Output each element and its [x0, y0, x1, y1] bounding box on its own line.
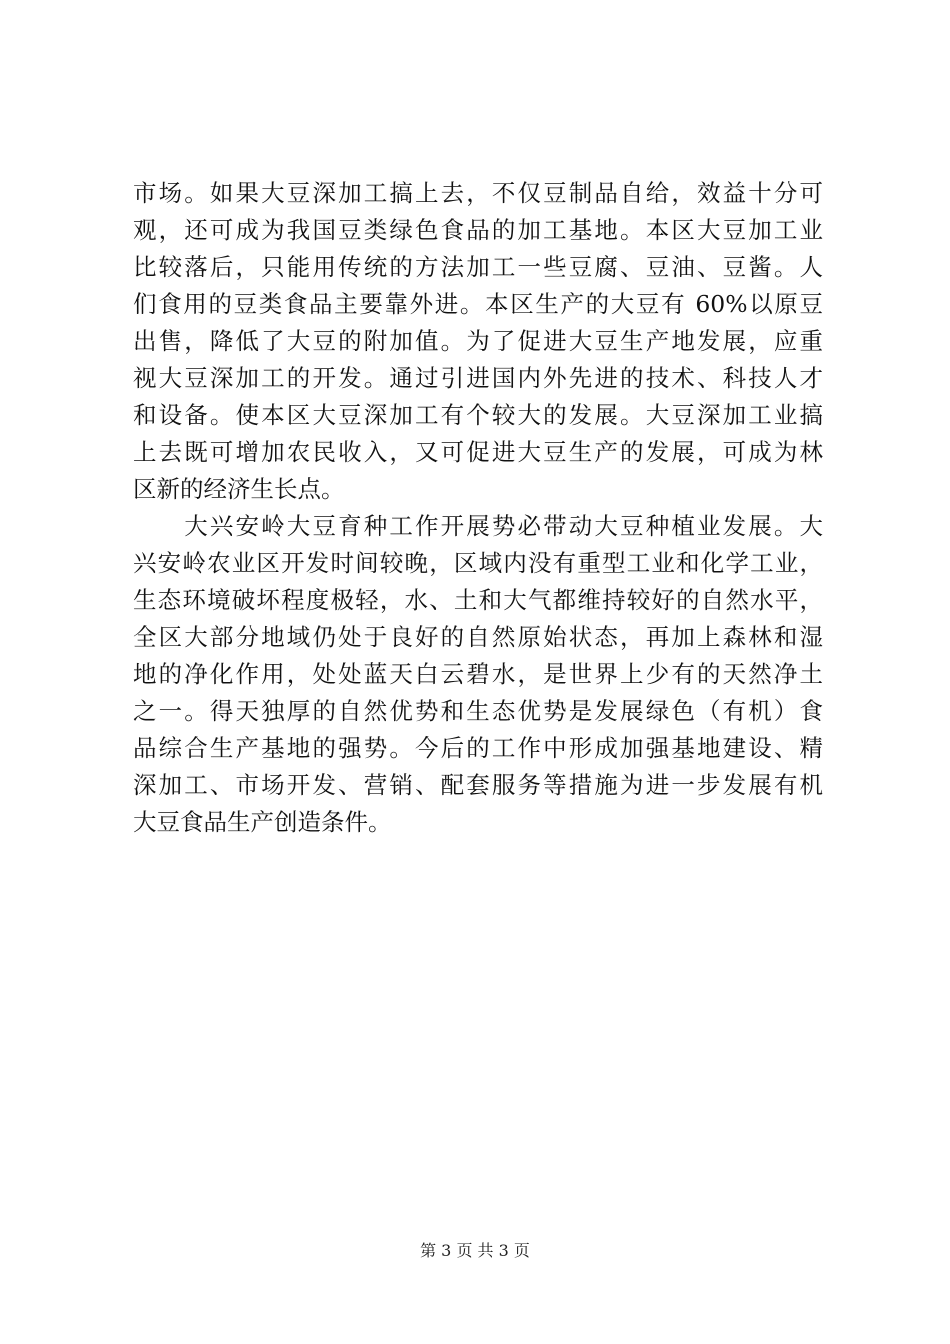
text-line: 大兴安岭大豆育种工作开展势必带动大豆种植业发展。大	[133, 512, 823, 540]
text-line: 和设备。使本区大豆深加工有个较大的发展。大豆深加工业搞	[133, 401, 823, 429]
text-line: 视大豆深加工的开发。通过引进国内外先进的技术、科技人才	[133, 364, 823, 392]
text-line: 全区大部分地域仍处于良好的自然原始状态，再加上森林和湿	[133, 623, 823, 651]
text-line: 出售，降低了大豆的附加值。为了促进大豆生产地发展，应重	[133, 327, 823, 355]
page-number-label: 第 3 页 共 3 页	[420, 1241, 530, 1260]
text-line: 兴安岭农业区开发时间较晚，区域内没有重型工业和化学工业，	[133, 549, 823, 577]
text-line: 上去既可增加农民收入，又可促进大豆生产的发展，可成为林	[133, 438, 823, 466]
text-line: 区新的经济生长点。	[133, 475, 345, 503]
text-line: 深加工、市场开发、营销、配套服务等措施为进一步发展有机	[133, 771, 823, 799]
text-line: 市场。如果大豆深加工搞上去，不仅豆制品自给，效益十分可	[133, 179, 823, 207]
text-line: 生态环境破坏程度极轻，水、土和大气都维持较好的自然水平，	[133, 586, 823, 614]
text-line: 观，还可成为我国豆类绿色食品的加工基地。本区大豆加工业	[133, 216, 823, 244]
text-line: 大豆食品生产创造条件。	[133, 808, 392, 836]
text-line: 比较落后，只能用传统的方法加工一些豆腐、豆油、豆酱。人	[133, 253, 823, 281]
page-footer	[0, 1241, 950, 1261]
body-text	[133, 175, 823, 841]
text-line: 们食用的豆类食品主要靠外进。本区生产的大豆有 60%以原豆	[133, 290, 823, 318]
text-line: 之一。得天独厚的自然优势和生态优势是发展绿色（有机）食	[133, 697, 823, 725]
text-line: 地的净化作用，处处蓝天白云碧水，是世界上少有的天然净土	[133, 660, 823, 688]
text-line: 品综合生产基地的强势。今后的工作中形成加强基地建设、精	[133, 734, 823, 762]
